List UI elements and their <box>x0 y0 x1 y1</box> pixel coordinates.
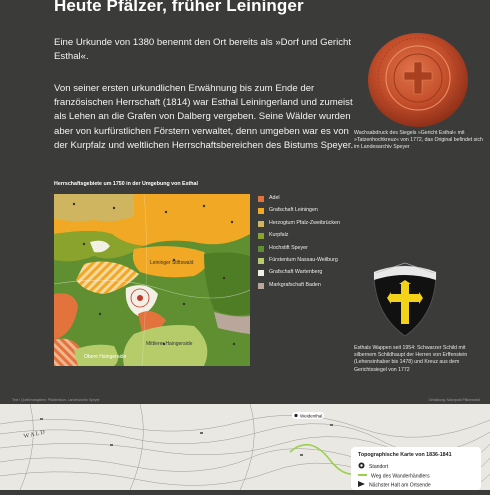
legend-swatch <box>258 270 264 276</box>
legend-swatch <box>258 258 264 264</box>
topo-legend-title: Topographische Karte von 1836-1841 <box>358 452 452 458</box>
seal-image <box>362 30 470 130</box>
coat-of-arms-caption: Esthals Wappen seit 1954: Schwarzer Schild mit silbernem Schildhaupt der Herren von Erffenstein (Lehensinhaber bis 1478) und Kreuz aus dem Gerichtssiegel von 1772 <box>354 345 468 373</box>
topo-place-label: Weidenthal <box>300 413 323 419</box>
legend-swatch <box>258 221 264 227</box>
route-line-icon <box>358 472 367 480</box>
map-title: Herrschaftsgebiete um 1750 in der Umgebung von Esthal <box>54 181 198 187</box>
legend-swatch <box>258 246 264 252</box>
legend-swatch <box>258 233 264 239</box>
map-label-obere: Obere Haingeraide <box>84 354 127 360</box>
footer-left: Text / Quellenangaben: Pfalzlexikon, Landesarchiv Speyer <box>12 398 100 402</box>
topo-legend-row: Weg des Wanderhändlers <box>358 472 430 480</box>
topo-legend-row: Standort <box>358 462 388 471</box>
page-title: Heute Pfälzer, früher Leininger <box>54 0 304 15</box>
svg-text:W A L D: W A L D <box>23 429 46 440</box>
legend-swatch <box>258 208 264 214</box>
map-label-stiftswald: Leininger Stiftswald <box>150 260 194 266</box>
topo-legend-box <box>351 447 481 490</box>
footer-right: Gestaltung: Naturpark Pfälzerwald <box>428 398 480 402</box>
location-pin-icon <box>358 462 365 471</box>
legend-swatch <box>258 196 264 202</box>
seal-caption: Wachsabdruck des Siegels »Gericht Esthal« mit »Tatzenhochkreuz« von 1772, das Original befindet sich im Landesarchiv Speyer <box>354 130 483 151</box>
intro-paragraph: Eine Urkunde von 1380 benennt den Ort bereits als »Dorf und Gericht Esthal«. <box>54 37 352 63</box>
territory-map <box>54 194 250 366</box>
map-label-mittlere: Mittlerer Haingeraide <box>146 341 193 347</box>
coat-of-arms-image <box>372 258 438 338</box>
history-paragraph: Von seiner ersten urkundlichen Erwähnung bis zum Ende der französischen Herrschaft (1814) war Esthal Leiningerland und zumeist als Lehen an die Grafen von Dalberg vergeben. Seine Wälder wurden aber von kurfürstlichen Förstern verwaltet, denn umgeben war es von der Kurpfalz und weltlichen Herrschaftsbereichen des Bistums Speyer. <box>54 83 354 151</box>
legend-swatch <box>258 283 264 289</box>
next-stop-icon <box>358 481 365 489</box>
topo-legend-row: Nächster Halt am Ortsende <box>358 481 431 489</box>
